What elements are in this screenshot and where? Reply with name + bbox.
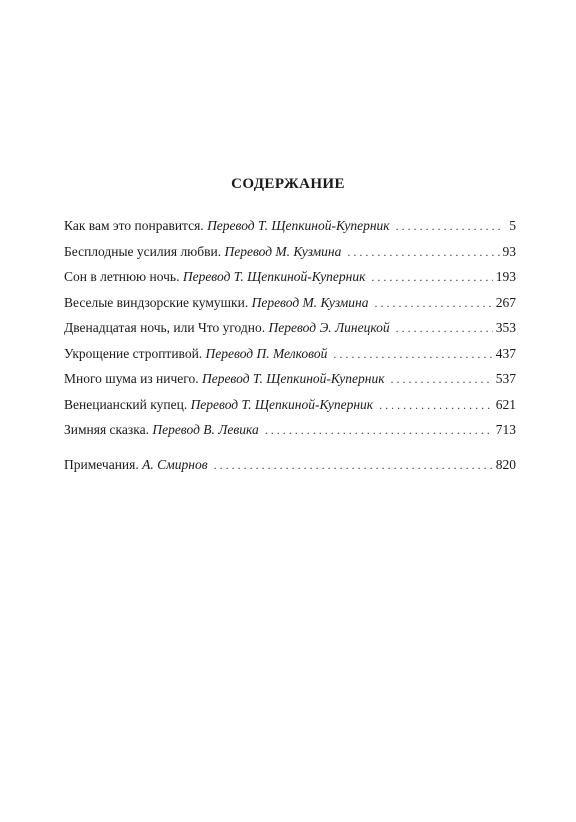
toc-entry-page: 193 (495, 269, 516, 284)
toc-entry-page: 437 (495, 345, 516, 361)
dot-leader (379, 398, 493, 413)
toc-entry-page: 537 (495, 371, 516, 386)
toc-entry-translator: Перевод Э. Линецкой (268, 320, 390, 335)
toc-entry-title: Венецианский купец. (64, 396, 188, 412)
toc-entry-title: Веселые виндзорские кумушки. (64, 294, 249, 310)
toc-entry (64, 218, 516, 244)
toc-entry-translator: Перевод П. Мелковой (205, 345, 328, 361)
toc-entry-page: 621 (495, 396, 516, 412)
toc-entry-title: Укрощение строптивой. (64, 345, 203, 361)
toc-entry-translator: Перевод М. Кузмина (224, 243, 342, 259)
toc-entry-title: Бесплодные усилия любви. (64, 243, 222, 259)
toc-entry-translator: Перевод М. Кузмина (251, 294, 369, 310)
toc-entry-translator: Перевод В. Левика (152, 422, 259, 437)
dot-leader (347, 245, 499, 260)
dot-leader (391, 372, 493, 387)
toc-entry (64, 346, 516, 372)
toc-entry (64, 320, 516, 346)
toc-entry-page: 353 (495, 320, 516, 335)
contents-heading: СОДЕРЖАНИЕ (231, 176, 345, 192)
dot-leader (265, 423, 493, 438)
toc-entry (64, 244, 516, 270)
toc-entry (64, 269, 516, 295)
dot-leader (396, 321, 493, 336)
dot-leader (214, 458, 493, 473)
toc-entry-page: 5 (509, 218, 516, 233)
toc-entry (64, 295, 516, 321)
toc-entry-translator: Перевод Т. Щепкиной-Куперник (207, 218, 390, 233)
toc-entry (64, 422, 516, 448)
toc-entry (64, 371, 516, 397)
toc-entry-translator: Перевод Т. Щепкиной-Куперник (201, 371, 385, 386)
toc-entry-notes (64, 457, 516, 483)
toc-entry-translator: Перевод Т. Щепкиной-Куперник (190, 396, 374, 412)
toc-entry-title: Зимняя сказка. (64, 422, 149, 437)
toc-entry-title: Как вам это понравится. (64, 218, 204, 233)
table-of-contents (64, 218, 516, 482)
dot-leader (371, 270, 492, 285)
toc-entry-author: А. Смирнов (142, 456, 208, 472)
toc-entry-title: Примечания. (64, 456, 139, 472)
dot-leader (374, 296, 492, 311)
toc-entry-page: 267 (495, 294, 516, 310)
toc-entry (64, 397, 516, 423)
toc-entry-page: 713 (495, 422, 516, 437)
toc-entry-translator: Перевод Т. Щепкиной-Куперник (182, 269, 366, 284)
toc-entry-title: Сон в летнюю ночь. (64, 269, 180, 284)
dot-leader (333, 347, 492, 362)
toc-entry-title: Двенадцатая ночь, или Что угодно. (64, 320, 266, 335)
toc-entry-page: 820 (495, 456, 516, 472)
dot-leader (396, 219, 503, 234)
toc-entry-title: Много шума из ничего. (64, 371, 199, 386)
toc-entry-page: 93 (502, 243, 516, 259)
